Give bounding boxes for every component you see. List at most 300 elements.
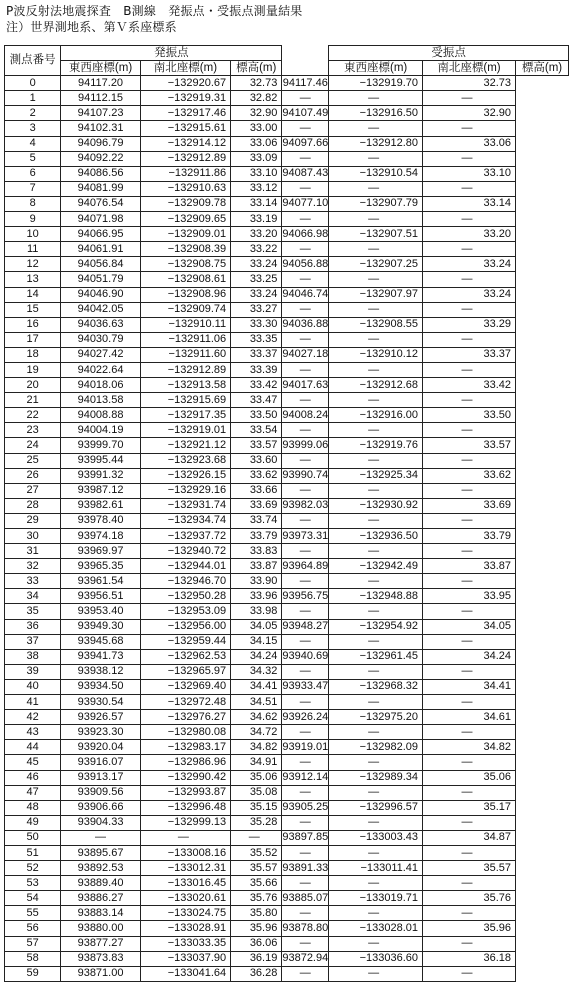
tx-easting-cell: 94046.90 bbox=[61, 287, 140, 302]
rx-northing-cell: — bbox=[329, 906, 423, 921]
tx-easting-cell: 94027.42 bbox=[61, 347, 140, 362]
table-row bbox=[5, 559, 569, 574]
tx-elevation-cell: 33.87 bbox=[231, 559, 282, 574]
tx-northing-cell: −133012.31 bbox=[140, 861, 230, 876]
tx-easting-cell: 94076.54 bbox=[61, 196, 140, 211]
table-row bbox=[5, 710, 569, 725]
station-number-cell: 27 bbox=[5, 483, 61, 498]
table-row bbox=[5, 845, 569, 860]
station-number-cell: 17 bbox=[5, 332, 61, 347]
rx-easting-cell: — bbox=[282, 725, 329, 740]
rx-northing-cell: — bbox=[329, 604, 423, 619]
table-row bbox=[5, 257, 569, 272]
table-row bbox=[5, 785, 569, 800]
tx-northing-cell: −132953.09 bbox=[140, 604, 230, 619]
tx-elevation-cell: 34.72 bbox=[231, 725, 282, 740]
rx-northing-cell: −132912.68 bbox=[329, 378, 423, 393]
station-number-cell: 22 bbox=[5, 408, 61, 423]
table-row bbox=[5, 891, 569, 906]
rx-elevation-cell: — bbox=[423, 513, 516, 528]
rx-northing-cell: −132954.92 bbox=[329, 619, 423, 634]
tx-elevation-cell: 33.06 bbox=[231, 136, 282, 151]
tx-elevation-cell: 33.24 bbox=[231, 257, 282, 272]
rx-northing-cell: — bbox=[329, 755, 423, 770]
table-row bbox=[5, 242, 569, 257]
station-number-cell: 59 bbox=[5, 966, 61, 981]
rx-easting-cell: 93912.14 bbox=[282, 770, 329, 785]
tx-northing-cell: −132940.72 bbox=[140, 544, 230, 559]
station-number-cell: 31 bbox=[5, 544, 61, 559]
station-number-cell: 38 bbox=[5, 649, 61, 664]
rx-easting-cell: — bbox=[282, 513, 329, 528]
station-number-cell: 20 bbox=[5, 378, 61, 393]
tx-elevation-cell: 34.91 bbox=[231, 755, 282, 770]
rx-northing-cell: — bbox=[329, 544, 423, 559]
tx-elevation-cell: 33.25 bbox=[231, 272, 282, 287]
station-number-cell: 8 bbox=[5, 196, 61, 211]
table-row bbox=[5, 951, 569, 966]
tx-easting-cell: 93920.04 bbox=[61, 740, 140, 755]
table-row bbox=[5, 725, 569, 740]
tx-easting-cell: 93916.07 bbox=[61, 755, 140, 770]
rx-northing-cell: — bbox=[329, 362, 423, 377]
rx-easting-cell: 93891.33 bbox=[282, 861, 329, 876]
tx-northing-cell: −133041.64 bbox=[140, 966, 230, 981]
table-row bbox=[5, 302, 569, 317]
rx-easting-cell: 93940.69 bbox=[282, 649, 329, 664]
rx-easting-cell: — bbox=[282, 453, 329, 468]
station-number-cell: 4 bbox=[5, 136, 61, 151]
rx-elevation-cell: 34.82 bbox=[423, 740, 516, 755]
rx-northing-cell: −132908.55 bbox=[329, 317, 423, 332]
tx-northing-cell: −132934.74 bbox=[140, 513, 230, 528]
tx-elevation-cell: 33.62 bbox=[231, 468, 282, 483]
table-row bbox=[5, 393, 569, 408]
rx-elevation-cell: 33.62 bbox=[423, 468, 516, 483]
column-separator bbox=[282, 46, 329, 76]
tx-northing-cell: −132920.67 bbox=[140, 76, 230, 91]
tx-easting-cell: 93909.56 bbox=[61, 785, 140, 800]
header-station-number: 測点番号 bbox=[5, 46, 61, 76]
tx-easting-cell: 93974.18 bbox=[61, 529, 140, 544]
rx-easting-cell: — bbox=[282, 966, 329, 981]
rx-northing-cell: — bbox=[329, 634, 423, 649]
station-number-cell: 52 bbox=[5, 861, 61, 876]
rx-northing-cell: −132907.79 bbox=[329, 196, 423, 211]
tx-easting-cell: 93956.51 bbox=[61, 589, 140, 604]
station-number-cell: 53 bbox=[5, 876, 61, 891]
tx-easting-cell: 93904.33 bbox=[61, 815, 140, 830]
rx-easting-cell: — bbox=[282, 212, 329, 227]
tx-northing-cell: −132919.31 bbox=[140, 91, 230, 106]
tx-easting-cell: 93873.83 bbox=[61, 951, 140, 966]
table-body bbox=[5, 76, 569, 982]
table-row bbox=[5, 664, 569, 679]
tx-elevation-cell: 33.24 bbox=[231, 287, 282, 302]
station-number-cell: 10 bbox=[5, 227, 61, 242]
tx-elevation-cell: 35.96 bbox=[231, 921, 282, 936]
rx-northing-cell: −132996.57 bbox=[329, 800, 423, 815]
table-row bbox=[5, 830, 569, 845]
rx-northing-cell: −133019.71 bbox=[329, 891, 423, 906]
coordinate-system-note: 注）世界測地系、第Ｖ系座標系 bbox=[6, 20, 177, 34]
tx-northing-cell: −132909.74 bbox=[140, 302, 230, 317]
rx-northing-cell: −132907.97 bbox=[329, 287, 423, 302]
tx-northing-cell: −132909.78 bbox=[140, 196, 230, 211]
rx-easting-cell: — bbox=[282, 815, 329, 830]
rx-easting-cell: — bbox=[282, 544, 329, 559]
rx-easting-cell: — bbox=[282, 393, 329, 408]
table-header-group-row bbox=[5, 46, 569, 61]
rx-elevation-cell: 34.05 bbox=[423, 619, 516, 634]
rx-elevation-cell: — bbox=[423, 755, 516, 770]
tx-easting-cell: 93913.17 bbox=[61, 770, 140, 785]
table-row bbox=[5, 76, 569, 91]
rx-elevation-cell: — bbox=[423, 604, 516, 619]
tx-elevation-cell: 36.06 bbox=[231, 936, 282, 951]
tx-elevation-cell: 33.96 bbox=[231, 589, 282, 604]
rx-northing-cell: — bbox=[329, 725, 423, 740]
table-row bbox=[5, 634, 569, 649]
station-number-cell: 36 bbox=[5, 619, 61, 634]
tx-easting-cell: 94013.58 bbox=[61, 393, 140, 408]
tx-northing-cell: −133008.16 bbox=[140, 845, 230, 860]
station-number-cell: 33 bbox=[5, 574, 61, 589]
tx-northing-cell: −132993.87 bbox=[140, 785, 230, 800]
rx-northing-cell: — bbox=[329, 181, 423, 196]
rx-elevation-cell: — bbox=[423, 453, 516, 468]
rx-easting-cell: — bbox=[282, 574, 329, 589]
table-row bbox=[5, 861, 569, 876]
tx-elevation-cell: 34.82 bbox=[231, 740, 282, 755]
rx-easting-cell: — bbox=[282, 634, 329, 649]
tx-northing-cell: −132921.12 bbox=[140, 438, 230, 453]
tx-easting-cell: 93934.50 bbox=[61, 679, 140, 694]
rx-easting-cell: 93948.27 bbox=[282, 619, 329, 634]
tx-northing-cell: −132926.15 bbox=[140, 468, 230, 483]
station-number-cell: 13 bbox=[5, 272, 61, 287]
rx-easting-cell: — bbox=[282, 302, 329, 317]
tx-easting-cell: 94008.88 bbox=[61, 408, 140, 423]
tx-easting-cell: 94004.19 bbox=[61, 423, 140, 438]
tx-northing-cell: −132950.28 bbox=[140, 589, 230, 604]
rx-elevation-cell: 33.20 bbox=[423, 227, 516, 242]
rx-easting-cell: 93999.06 bbox=[282, 438, 329, 453]
tx-elevation-cell: 33.09 bbox=[231, 151, 282, 166]
rx-elevation-cell: 35.57 bbox=[423, 861, 516, 876]
tx-northing-cell: −133028.91 bbox=[140, 921, 230, 936]
tx-northing-cell: −132976.27 bbox=[140, 710, 230, 725]
rx-elevation-cell: — bbox=[423, 725, 516, 740]
rx-elevation-cell: — bbox=[423, 302, 516, 317]
rx-easting-cell: 93933.47 bbox=[282, 679, 329, 694]
table-row bbox=[5, 619, 569, 634]
rx-elevation-cell: 35.96 bbox=[423, 921, 516, 936]
header-shot-point: 発振点 bbox=[61, 46, 282, 61]
rx-elevation-cell: 33.87 bbox=[423, 559, 516, 574]
rx-elevation-cell: — bbox=[423, 785, 516, 800]
tx-easting-cell: 93880.00 bbox=[61, 921, 140, 936]
tx-easting-cell: 93930.54 bbox=[61, 695, 140, 710]
rx-northing-cell: — bbox=[329, 876, 423, 891]
tx-northing-cell: −132986.96 bbox=[140, 755, 230, 770]
rx-elevation-cell: 33.50 bbox=[423, 408, 516, 423]
rx-northing-cell: — bbox=[329, 242, 423, 257]
station-number-cell: 26 bbox=[5, 468, 61, 483]
rx-elevation-cell: — bbox=[423, 272, 516, 287]
tx-northing-cell: −132908.61 bbox=[140, 272, 230, 287]
tx-northing-cell: −133033.35 bbox=[140, 936, 230, 951]
table-row bbox=[5, 181, 569, 196]
tx-easting-cell: 93906.66 bbox=[61, 800, 140, 815]
rx-elevation-cell: 33.10 bbox=[423, 166, 516, 181]
table-row bbox=[5, 106, 569, 121]
tx-easting-cell: 93945.68 bbox=[61, 634, 140, 649]
rx-elevation-cell: 33.24 bbox=[423, 257, 516, 272]
tx-northing-cell: −133020.61 bbox=[140, 891, 230, 906]
tx-easting-cell: 94096.79 bbox=[61, 136, 140, 151]
station-number-cell: 0 bbox=[5, 76, 61, 91]
tx-elevation-cell: 33.30 bbox=[231, 317, 282, 332]
station-number-cell: 14 bbox=[5, 287, 61, 302]
rx-elevation-cell: — bbox=[423, 483, 516, 498]
rx-easting-cell: — bbox=[282, 785, 329, 800]
tx-easting-cell: 93886.27 bbox=[61, 891, 140, 906]
tx-elevation-cell: 35.28 bbox=[231, 815, 282, 830]
rx-easting-cell: — bbox=[282, 483, 329, 498]
rx-easting-cell: 94107.49 bbox=[282, 106, 329, 121]
tx-easting-cell: 94071.98 bbox=[61, 212, 140, 227]
tx-northing-cell: −133016.45 bbox=[140, 876, 230, 891]
rx-easting-cell: 94087.43 bbox=[282, 166, 329, 181]
rx-easting-cell: 94017.63 bbox=[282, 378, 329, 393]
tx-northing-cell: −132956.00 bbox=[140, 619, 230, 634]
tx-easting-cell: 93969.97 bbox=[61, 544, 140, 559]
tx-elevation-cell: 33.12 bbox=[231, 181, 282, 196]
table-row bbox=[5, 423, 569, 438]
rx-easting-cell: — bbox=[282, 906, 329, 921]
tx-easting-cell: 94018.06 bbox=[61, 378, 140, 393]
rx-northing-cell: — bbox=[329, 815, 423, 830]
station-number-cell: 40 bbox=[5, 679, 61, 694]
station-number-cell: 12 bbox=[5, 257, 61, 272]
tx-elevation-cell: 34.51 bbox=[231, 695, 282, 710]
table-row bbox=[5, 227, 569, 242]
table-row bbox=[5, 604, 569, 619]
tx-northing-cell: −132915.69 bbox=[140, 393, 230, 408]
tx-northing-cell: −132969.40 bbox=[140, 679, 230, 694]
station-number-cell: 37 bbox=[5, 634, 61, 649]
table-row bbox=[5, 91, 569, 106]
table-row bbox=[5, 906, 569, 921]
station-number-cell: 58 bbox=[5, 951, 61, 966]
tx-easting-cell: 94117.20 bbox=[61, 76, 140, 91]
rx-easting-cell: — bbox=[282, 845, 329, 860]
tx-elevation-cell: 34.62 bbox=[231, 710, 282, 725]
rx-northing-cell: −133011.41 bbox=[329, 861, 423, 876]
station-number-cell: 18 bbox=[5, 347, 61, 362]
table-row bbox=[5, 936, 569, 951]
tx-easting-cell: 94061.91 bbox=[61, 242, 140, 257]
table-row bbox=[5, 529, 569, 544]
tx-elevation-cell: 35.57 bbox=[231, 861, 282, 876]
table-row bbox=[5, 378, 569, 393]
rx-elevation-cell: — bbox=[423, 362, 516, 377]
table-row bbox=[5, 408, 569, 423]
tx-elevation-cell: 33.27 bbox=[231, 302, 282, 317]
table-row bbox=[5, 483, 569, 498]
station-number-cell: 6 bbox=[5, 166, 61, 181]
table-row bbox=[5, 695, 569, 710]
rx-elevation-cell: — bbox=[423, 242, 516, 257]
table-row bbox=[5, 740, 569, 755]
rx-northing-cell: −132936.50 bbox=[329, 529, 423, 544]
tx-elevation-cell: 35.80 bbox=[231, 906, 282, 921]
rx-northing-cell: — bbox=[329, 91, 423, 106]
tx-northing-cell: −132909.65 bbox=[140, 212, 230, 227]
station-number-cell: 50 bbox=[5, 830, 61, 845]
station-number-cell: 56 bbox=[5, 921, 61, 936]
station-number-cell: 19 bbox=[5, 362, 61, 377]
rx-easting-cell: 93990.74 bbox=[282, 468, 329, 483]
tx-easting-cell: 93871.00 bbox=[61, 966, 140, 981]
table-row bbox=[5, 800, 569, 815]
tx-easting-cell: 94030.79 bbox=[61, 332, 140, 347]
rx-elevation-cell: — bbox=[423, 815, 516, 830]
tx-easting-cell: 93877.27 bbox=[61, 936, 140, 951]
rx-easting-cell: — bbox=[282, 121, 329, 136]
rx-elevation-cell: — bbox=[423, 845, 516, 860]
table-row bbox=[5, 815, 569, 830]
rx-easting-cell: 93878.80 bbox=[282, 921, 329, 936]
tx-elevation-cell: 34.41 bbox=[231, 679, 282, 694]
tx-elevation-cell: 33.57 bbox=[231, 438, 282, 453]
tx-easting-cell: 93965.35 bbox=[61, 559, 140, 574]
rx-easting-cell: 94008.24 bbox=[282, 408, 329, 423]
rx-northing-cell: — bbox=[329, 845, 423, 860]
tx-easting-cell: 94092.22 bbox=[61, 151, 140, 166]
rx-easting-cell: 93897.85 bbox=[282, 830, 329, 845]
table-row bbox=[5, 166, 569, 181]
rx-easting-cell: 94056.88 bbox=[282, 257, 329, 272]
station-number-cell: 47 bbox=[5, 785, 61, 800]
rx-northing-cell: −132916.00 bbox=[329, 408, 423, 423]
rx-easting-cell: 94077.10 bbox=[282, 196, 329, 211]
tx-elevation-cell: 33.54 bbox=[231, 423, 282, 438]
tx-easting-cell: 94066.95 bbox=[61, 227, 140, 242]
tx-northing-cell: −132929.16 bbox=[140, 483, 230, 498]
table-row bbox=[5, 755, 569, 770]
rx-elevation-cell: — bbox=[423, 906, 516, 921]
table-row bbox=[5, 498, 569, 513]
tx-elevation-cell: 34.05 bbox=[231, 619, 282, 634]
tx-easting-cell: 94086.56 bbox=[61, 166, 140, 181]
tx-elevation-cell: 35.66 bbox=[231, 876, 282, 891]
rx-northing-cell: −132907.51 bbox=[329, 227, 423, 242]
tx-easting-cell: 93982.61 bbox=[61, 498, 140, 513]
rx-easting-cell: 93982.03 bbox=[282, 498, 329, 513]
tx-elevation-cell: 33.20 bbox=[231, 227, 282, 242]
tx-northing-cell: −132911.60 bbox=[140, 347, 230, 362]
rx-elevation-cell: 35.17 bbox=[423, 800, 516, 815]
rx-elevation-cell: 32.73 bbox=[423, 76, 516, 91]
tx-elevation-cell: 33.22 bbox=[231, 242, 282, 257]
table-row bbox=[5, 966, 569, 981]
header-rx-elevation: 標高(m) bbox=[516, 61, 569, 76]
tx-northing-cell: −132908.75 bbox=[140, 257, 230, 272]
tx-elevation-cell: 32.90 bbox=[231, 106, 282, 121]
rx-easting-cell: — bbox=[282, 755, 329, 770]
station-number-cell: 16 bbox=[5, 317, 61, 332]
rx-northing-cell: −132919.70 bbox=[329, 76, 423, 91]
station-number-cell: 55 bbox=[5, 906, 61, 921]
table-row bbox=[5, 438, 569, 453]
rx-easting-cell: 93885.07 bbox=[282, 891, 329, 906]
rx-northing-cell: −133036.60 bbox=[329, 951, 423, 966]
station-number-cell: 9 bbox=[5, 212, 61, 227]
tx-easting-cell: 94051.79 bbox=[61, 272, 140, 287]
tx-northing-cell: −132999.13 bbox=[140, 815, 230, 830]
station-number-cell: 54 bbox=[5, 891, 61, 906]
rx-northing-cell: — bbox=[329, 574, 423, 589]
tx-elevation-cell: 33.14 bbox=[231, 196, 282, 211]
document-title: P波反射法地震探査 B測線 発振点・受振点測量結果 bbox=[6, 4, 303, 18]
station-number-cell: 49 bbox=[5, 815, 61, 830]
rx-northing-cell: −132910.54 bbox=[329, 166, 423, 181]
rx-elevation-cell: 33.37 bbox=[423, 347, 516, 362]
tx-elevation-cell: 35.76 bbox=[231, 891, 282, 906]
table-row bbox=[5, 212, 569, 227]
tx-elevation-cell: 33.10 bbox=[231, 166, 282, 181]
header-tx-northing: 南北座標(m) bbox=[140, 61, 230, 76]
station-number-cell: 2 bbox=[5, 106, 61, 121]
rx-northing-cell: −132968.32 bbox=[329, 679, 423, 694]
tx-easting-cell: 93991.32 bbox=[61, 468, 140, 483]
table-row bbox=[5, 347, 569, 362]
rx-northing-cell: — bbox=[329, 513, 423, 528]
tx-elevation-cell: 33.47 bbox=[231, 393, 282, 408]
station-number-cell: 41 bbox=[5, 695, 61, 710]
rx-easting-cell: — bbox=[282, 181, 329, 196]
tx-northing-cell: −132912.89 bbox=[140, 362, 230, 377]
table-row bbox=[5, 679, 569, 694]
station-number-cell: 42 bbox=[5, 710, 61, 725]
tx-easting-cell: 93949.30 bbox=[61, 619, 140, 634]
station-number-cell: 34 bbox=[5, 589, 61, 604]
rx-northing-cell: — bbox=[329, 151, 423, 166]
rx-elevation-cell: 34.24 bbox=[423, 649, 516, 664]
station-number-cell: 44 bbox=[5, 740, 61, 755]
tx-northing-cell: −132908.39 bbox=[140, 242, 230, 257]
rx-elevation-cell: — bbox=[423, 544, 516, 559]
station-number-cell: 3 bbox=[5, 121, 61, 136]
tx-elevation-cell: 34.15 bbox=[231, 634, 282, 649]
tx-elevation-cell: 36.28 bbox=[231, 966, 282, 981]
rx-easting-cell: 93956.75 bbox=[282, 589, 329, 604]
tx-easting-cell: 93938.12 bbox=[61, 664, 140, 679]
tx-elevation-cell: 35.06 bbox=[231, 770, 282, 785]
tx-northing-cell: — bbox=[140, 830, 230, 845]
tx-easting-cell: 94036.63 bbox=[61, 317, 140, 332]
tx-easting-cell: 93999.70 bbox=[61, 438, 140, 453]
station-number-cell: 45 bbox=[5, 755, 61, 770]
rx-northing-cell: — bbox=[329, 393, 423, 408]
table-row bbox=[5, 272, 569, 287]
rx-elevation-cell: 32.90 bbox=[423, 106, 516, 121]
tx-northing-cell: −132909.01 bbox=[140, 227, 230, 242]
tx-easting-cell: 94042.05 bbox=[61, 302, 140, 317]
tx-northing-cell: −132996.48 bbox=[140, 800, 230, 815]
